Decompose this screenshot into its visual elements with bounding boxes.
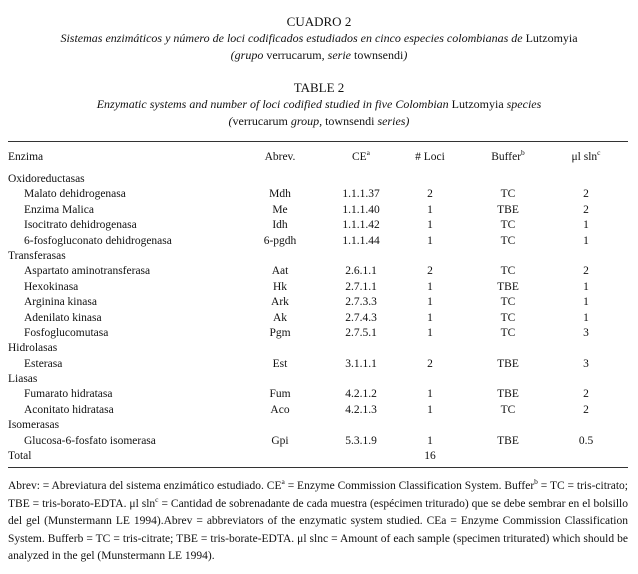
buffer-cell: TBE bbox=[497, 280, 519, 293]
volume-cell: 2 bbox=[583, 403, 589, 416]
volume-cell: 2 bbox=[583, 203, 589, 216]
header-buffer: Buffer$^b$ bbox=[491, 148, 525, 163]
loci-count-cell: 1 bbox=[427, 403, 433, 416]
enzyme-class-heading: Hidrolasas bbox=[8, 342, 58, 355]
ce-number-cell: 4.2.1.2 bbox=[345, 388, 377, 401]
table-row bbox=[8, 235, 628, 250]
buffer-cell: TBE bbox=[497, 434, 519, 447]
header-abbrev: Abrev. bbox=[264, 151, 296, 163]
table-row bbox=[8, 188, 628, 203]
table-row bbox=[8, 373, 628, 388]
abbrev-cell: Ark bbox=[271, 296, 289, 309]
enzyme-name: Aconitato hidratasa bbox=[24, 403, 114, 416]
enzyme-name: Malato dehidrogenasa bbox=[24, 188, 126, 201]
loci-count-cell: 1 bbox=[427, 203, 433, 216]
loci-count-cell: 1 bbox=[427, 311, 433, 324]
volume-cell: 2 bbox=[583, 265, 589, 278]
loci-count-cell: 2 bbox=[427, 357, 433, 370]
spanish-caption-line2: (grupo verrucarum, serie townsendi) bbox=[230, 48, 408, 62]
abbrev-cell: Est bbox=[272, 357, 288, 370]
enzyme-name: Fosfoglucomutasa bbox=[24, 326, 109, 339]
enzyme-class-heading: Isomerasas bbox=[8, 419, 60, 432]
table-row bbox=[8, 435, 628, 450]
ce-number-cell: 1.1.1.40 bbox=[342, 203, 380, 216]
ce-number-cell: 1.1.1.44 bbox=[342, 234, 380, 247]
ce-number-cell: 1.1.1.42 bbox=[342, 219, 380, 232]
buffer-cell: TC bbox=[500, 326, 516, 339]
table-body bbox=[8, 173, 628, 465]
volume-cell: 1 bbox=[583, 234, 589, 247]
english-caption-line2: (verrucarum group, townsendi series) bbox=[228, 114, 410, 128]
volume-cell: 2 bbox=[583, 388, 589, 401]
ce-number-cell: 3.1.1.1 bbox=[345, 357, 377, 370]
header-loci: # Loci bbox=[415, 151, 445, 163]
loci-count-cell: 1 bbox=[427, 296, 433, 309]
buffer-cell: TC bbox=[500, 188, 516, 201]
volume-cell: 1 bbox=[583, 219, 589, 232]
enzyme-name: Arginina kinasa bbox=[24, 296, 97, 309]
ce-number-cell: 4.2.1.3 bbox=[345, 403, 377, 416]
spanish-caption-line1: Sistemas enzimáticos y número de loci codificados estudiados en cinco especies colombianas de Lutzomyia bbox=[60, 31, 578, 45]
header-volume: μl sln$^c$ bbox=[571, 148, 601, 163]
enzyme-name: Hexokinasa bbox=[24, 280, 79, 293]
abbrev-cell: Hk bbox=[272, 280, 288, 293]
table-row bbox=[8, 419, 628, 434]
abbrev-cell: Idh bbox=[272, 219, 288, 232]
abbrev-cell: Pgm bbox=[269, 326, 291, 339]
enzyme-class-heading: Liasas bbox=[8, 373, 38, 386]
table-row bbox=[8, 388, 628, 403]
enzyme-name: 6-fosfogluconato dehidrogenasa bbox=[24, 234, 172, 247]
enzyme-name: Isocitrato dehidrogenasa bbox=[24, 219, 137, 232]
english-caption-line1: Enzymatic systems and number of loci codified studied in five Colombian Lutzomyia species bbox=[96, 97, 542, 111]
english-table-label: TABLE 2 bbox=[293, 80, 345, 95]
abbrev-cell: 6-pgdh bbox=[263, 234, 297, 247]
buffer-cell: TBE bbox=[497, 388, 519, 401]
loci-count-cell: 1 bbox=[427, 234, 433, 247]
table-row bbox=[8, 296, 628, 311]
buffer-cell: TC bbox=[500, 296, 516, 309]
table-row bbox=[8, 204, 628, 219]
table-row bbox=[8, 358, 628, 373]
enzyme-name: Esterasa bbox=[24, 357, 63, 370]
enzyme-table bbox=[8, 145, 628, 463]
loci-count-cell: 1 bbox=[427, 219, 433, 232]
enzyme-name: Fumarato hidratasa bbox=[24, 388, 113, 401]
loci-count-cell: 2 bbox=[427, 265, 433, 278]
ce-number-cell: 2.7.4.3 bbox=[345, 311, 377, 324]
abbrev-cell: Fum bbox=[269, 388, 291, 401]
loci-count-cell: 2 bbox=[427, 188, 433, 201]
table-footnote: Abrev: = Abreviatura del sistema enzimático estudiado. $CE^a$ = Enzyme Commission Classification System. Buffer$^b$ = TC = tris-citrato; TBE = tris-borato-EDTA. μl sln$^c$ = Cantidad de sobrenadante de cada muestra (espécimen triturado) que se debe sembrar en el bolsillo del gel (Munstermann LE 1994).Abrev = abbreviators of the enzymatic system studied. CEa = Enzyme Commission Classification System. Bufferb = TC = tris-citrate; TBE = tris-borate-EDTA. μl slnc = Amount of each sample (specimen triturated) which should be analyzed in the gel (Munstermann LE 1994). bbox=[8, 477, 628, 562]
header-ce: $CE^a$ bbox=[351, 148, 371, 163]
enzyme-name: Glucosa-6-fosfato isomerasa bbox=[24, 434, 156, 447]
spanish-table-label: CUADRO 2 bbox=[286, 14, 352, 29]
volume-cell: 1 bbox=[583, 296, 589, 309]
buffer-cell: TC bbox=[500, 234, 516, 247]
enzyme-class-heading: Oxidoreductasas bbox=[8, 173, 85, 185]
buffer-cell: TC bbox=[500, 219, 516, 232]
enzyme-name: Adenilato kinasa bbox=[24, 311, 102, 324]
ce-number-cell: 2.7.5.1 bbox=[345, 326, 377, 339]
volume-cell: 1 bbox=[583, 311, 589, 324]
volume-cell: 1 bbox=[583, 280, 589, 293]
table-row bbox=[8, 250, 628, 265]
table-row bbox=[8, 312, 628, 327]
abbrev-cell: Mdh bbox=[269, 188, 291, 201]
ce-number-cell: 5.3.1.9 bbox=[345, 434, 377, 447]
volume-cell: 3 bbox=[583, 357, 589, 370]
table-row bbox=[8, 173, 628, 188]
table-top-rule bbox=[8, 141, 628, 142]
ce-number-cell: 1.1.1.37 bbox=[342, 188, 380, 201]
volume-cell: 2 bbox=[583, 188, 589, 201]
buffer-cell: TC bbox=[500, 403, 516, 416]
enzyme-name: Total bbox=[8, 450, 32, 463]
table-bottom-rule bbox=[8, 467, 628, 468]
loci-count-cell: 16 bbox=[424, 450, 436, 463]
ce-number-cell: 2.6.1.1 bbox=[345, 265, 377, 278]
abbrev-cell: Ak bbox=[272, 311, 288, 324]
table-row bbox=[8, 404, 628, 419]
abbrev-cell: Me bbox=[272, 203, 288, 216]
abbrev-cell: Gpi bbox=[271, 434, 289, 447]
volume-cell: 0.5 bbox=[578, 434, 594, 447]
loci-count-cell: 1 bbox=[427, 280, 433, 293]
table-row bbox=[8, 450, 628, 465]
loci-count-cell: 1 bbox=[427, 434, 433, 447]
table-row bbox=[8, 342, 628, 357]
volume-cell: 3 bbox=[583, 326, 589, 339]
ce-number-cell: 2.7.3.3 bbox=[345, 296, 377, 309]
table-header-row bbox=[8, 148, 628, 173]
loci-count-cell: 1 bbox=[427, 388, 433, 401]
enzyme-name: Aspartato aminotransferasa bbox=[24, 265, 151, 278]
ce-number-cell: 2.7.1.1 bbox=[345, 280, 377, 293]
table-row bbox=[8, 281, 628, 296]
enzyme-class-heading: Transferasas bbox=[8, 249, 66, 262]
buffer-cell: TC bbox=[500, 311, 516, 324]
table-row bbox=[8, 219, 628, 234]
buffer-cell: TC bbox=[500, 265, 516, 278]
table-row bbox=[8, 327, 628, 342]
abbrev-cell: Aat bbox=[271, 265, 289, 278]
abbrev-cell: Aco bbox=[270, 403, 290, 416]
header-enzyme: Enzima bbox=[8, 151, 44, 163]
buffer-cell: TBE bbox=[497, 203, 519, 216]
loci-count-cell: 1 bbox=[427, 326, 433, 339]
table-row bbox=[8, 265, 628, 280]
enzyme-name: Enzima Malica bbox=[24, 203, 94, 216]
buffer-cell: TBE bbox=[497, 357, 519, 370]
